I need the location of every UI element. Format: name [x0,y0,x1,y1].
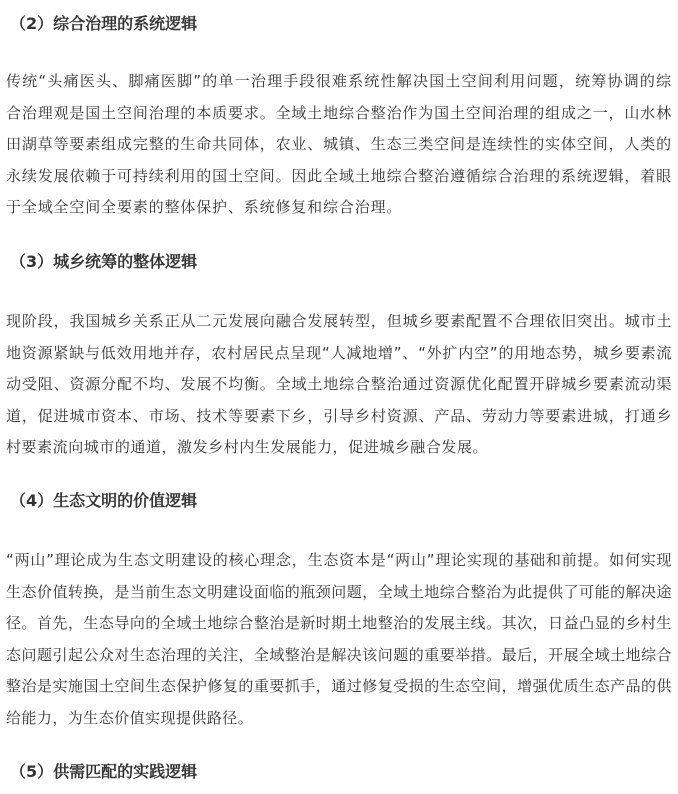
section-heading-2: （2）综合治理的系统逻辑 [10,14,198,33]
section-paragraph-4: “两山”理论成为生态文明建设的核心理念，生态资本是“两山”理论实现的基础和前提。如何实现生态价值转换，是当前生态文明建设面临的瓶颈问题，全域土地综合整治为此提供了可能的解决途径。首先，生态导向的全域土地综合整治是新时期土地整治的发展主线。其次，日益凸显的乡村生态问题引起公众对生态治理的关注，全域整治是解决该问题的重要举措。最后，开展全域土地综合整治是实施国土空间生态保护修复的重要抓手，通过修复受损的生态空间，增强优质生态产品的供给能力，为生态价值实现提供路径。 [6,551,672,727]
section-heading-4: （4）生态文明的价值逻辑 [10,491,198,510]
section-paragraph-3: 现阶段，我国城乡关系正从二元发展向融合发展转型，但城乡要素配置不合理依旧突出。城市土地资源紧缺与低效用地并存，农村居民点呈现“人减地增”、“外扩内空”的用地态势，城乡要素流动受阻、资源分配不均、发展不均衡。全域土地综合整治通过资源优化配置开辟城乡要素流动渠道，促进城市资本、市场、技术等要素下乡，引导乡村资源、产品、劳动力等要素进城，打通乡村要素流向城市的通道，激发乡村内生发展能力，促进城乡融合发展。 [6,312,672,457]
section-paragraph-2: 传统“头痛医头、脚痛医脚”的单一治理手段很难系统性解决国土空间利用问题，统筹协调的综合治理观是国土空间治理的本质要求。全域土地综合整治作为国土空间治理的组成之一，山水林田湖草等要素组成完整的生命共同体，农业、城镇、生态三类空间是连续性的实体空间，人类的永续发展依赖于可持续利用的国土空间。因此全域土地综合整治遵循综合治理的系统逻辑，着眼于全域全空间全要素的整体保护、系统修复和综合治理。 [6,72,672,217]
section-heading-3: （3）城乡统筹的整体逻辑 [10,252,198,271]
section-heading-5: （5）供需匹配的实践逻辑 [10,762,198,781]
